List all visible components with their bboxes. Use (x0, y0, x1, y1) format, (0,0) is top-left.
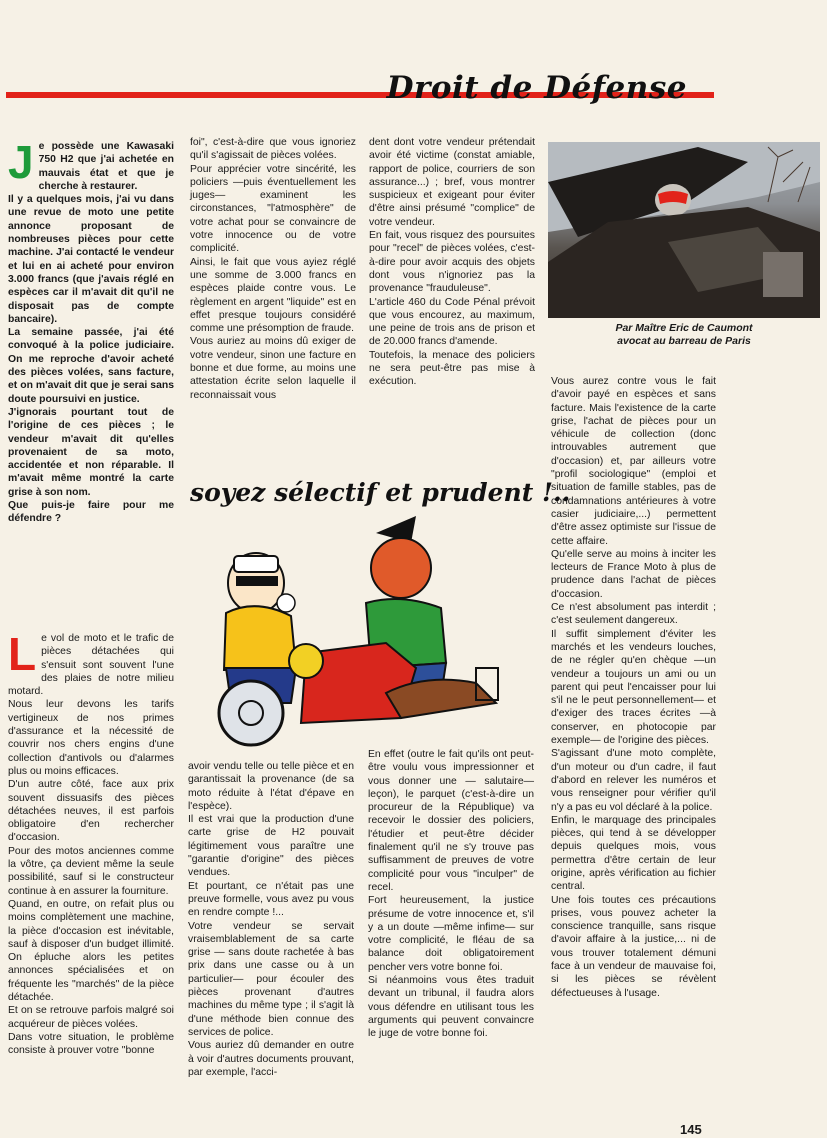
answer-paragraph: En fait, vous risquez des poursuites pour "recel" de pièces volées, c'est-à-dire pour avoir acquis des objets dont vous n'ignoriez pas la provenance "frauduleuse". (369, 230, 535, 295)
answer-paragraph: dent dont votre vendeur prétendait avoir été victime (constat amiable, rapport de police, courriers de son assurance...) ; bref, vous montrer suspicieux et exigeant pour éviter d'être ainsi présumé "complice" de votre vendeur. (369, 137, 535, 228)
answer-paragraph: Si néanmoins vous êtes traduit devant un tribunal, il faudra alors vous défendre en utilisant tous les arguments qui peuvent convaincre le juge de votre bonne foi. (368, 975, 534, 1040)
answer-paragraph: Et pourtant, ce n'était pas une preuve formelle, vous avez pu vous en rendre compte !... (188, 880, 354, 919)
answer-paragraph: Toutefois, la menace des policiers ne sera peut-être pas mise à exécution. (369, 349, 535, 388)
drop-cap-j: J (8, 136, 34, 188)
answer-paragraph: foi", c'est-à-dire que vous ignoriez qu'il s'agissait de pièces volées. (190, 137, 356, 162)
answer-paragraph: Quand, en outre, on refait plus ou moins complètement une machine, la pièce d'occasion est inévitable, sauf à disposer d'un budget illimité. On épluche alors les petites annonces spécialisées et on fréquente les "marchés" de la pièce détachée. (8, 898, 174, 1004)
answer-column-3-top (369, 136, 535, 389)
answer-paragraph: Vous aurez contre vous le fait d'avoir payé en espèces et sans facture. Mais l'existence de la carte grise, l'achat de pièces pour un véhicule de collection (donc introuvables autrement que d'occasion) et, par ailleurs votre "profil sociologique" (emploi et situation de famille stables, pas de condamnations antérieures à votre casier judiciaire,...) permettent d'être assez optimiste sur l'issue de cette affaire. (551, 376, 716, 547)
author-title: avocat au barreau de Paris (617, 335, 751, 347)
answer-paragraph: Votre vendeur se servait vraisemblablement de sa carte grise — sans doute rachetée à bas prix dans une casse ou à un particulier— pour écouler des pièces provenant d'autres machines du même type ; il s'agit là d'une méthode bien connue des services de police. (188, 920, 354, 1038)
answer-paragraph: Vous auriez dû demander en outre à voir d'autres documents prouvant, par exemple, l'acci- (188, 1040, 354, 1078)
answer-paragraph: Pour des motos anciennes comme la vôtre, ça devient même la seule possibilité, sauf si le constructeur continue à en assurer la fourniture. (8, 845, 174, 897)
section-rubric: Droit de Défense (386, 70, 687, 106)
question-paragraph: Il y a quelques mois, j'ai vu dans une revue de moto une petite annonce proposant de nombreuses pièces pour cette machine. J'ai contacté le vendeur et lui en ai acheté pour environ 3.000 francs (que j'avais réglé en espèces car il m'avait dit qu'il ne disposait pas de compte bancaire). (8, 194, 174, 325)
question-paragraph: e possède une Kawasaki 750 H2 que j'ai achetée en mauvais état et que je cherche à restaurer. (38, 141, 174, 192)
cartoon-illustration (186, 478, 546, 753)
answer-paragraph: L'article 460 du Code Pénal prévoit que vous encourez, au maximum, une peine de trois ans de prison et de 20.000 francs d'amende. (369, 296, 535, 348)
answer-paragraph: Une fois toutes ces précautions prises, vous pouvez acheter la conscience tranquille, sans risque d'avoir affaire à la justice,... ni de vous trouver totalement démuni face à un vendeur de mauvaise foi, si les pièces se révèlent défectueuses à l'usage. (551, 894, 716, 999)
question-paragraph: J'ignorais pourtant tout de l'origine de ces pièces ; le vendeur m'avait dit qu'elles provenaient de sa moto, accidentée et non réparable. Il m'avait même montré la carte grise à son nom. (8, 406, 174, 498)
answer-paragraph: Il est vrai que la production d'une carte grise de H2 pouvait légitimement vous paraître une "garantie d'origine" des pièces vendues. (188, 814, 354, 879)
answer-paragraph: Qu'elle serve au moins à inciter les lecteurs de France Moto à plus de prudence dans l'achat de pièces d'occasion. (551, 548, 716, 600)
author-name: Par Maître Eric de Caumont (615, 322, 753, 334)
motorcyclist-illustration (548, 142, 820, 318)
answer-paragraph: D'un autre côté, face aux prix souvent dissuasifs des pièces détachées neuves, il est parfois obligatoire d'en rechercher d'occasion. (8, 779, 174, 844)
question-paragraph: La semaine passée, j'ai été convoqué à la police judiciaire. On me reproche d'avoir acheté des pièces volées, sans facture, et on m'avait dit que je serai sans doute poursuivi en justice. (8, 327, 174, 405)
answer-paragraph: Vous auriez au moins dû exiger de votre vendeur, sinon une facture en bonne et due forme, au moins une attestation écrite selon laquelle il reconnaissait vous (190, 336, 356, 401)
drop-cap-l: L (8, 628, 37, 680)
author-photo (548, 142, 820, 318)
answer-paragraph: Pour apprécier votre sincérité, les policiers —puis éventuellement les juges— examinent les circonstances, "l'atmosphère" de votre achat pour se convaincre de votre innocence ou de votre complicité. (190, 163, 356, 255)
answer-column-2-bottom (188, 760, 354, 1079)
answer-column-4 (551, 375, 716, 1000)
cartoon-drawing (186, 478, 546, 753)
answer-column-1 (8, 628, 174, 1058)
answer-paragraph: Nous leur devons les tarifs vertigineux de nos primes d'assurance et la nécessité de couvrir nos chers engins d'une collection d'antivols ou d'alarmes plus ou moins efficaces. (8, 699, 174, 777)
cartoon-slogan: soyez sélectif et prudent !.. (190, 478, 571, 507)
page-number: 145 (680, 1122, 702, 1137)
question-paragraph: Que puis-je faire pour me défendre ? (8, 500, 174, 525)
answer-paragraph: Dans votre situation, le problème consiste à prouver votre "bonne (8, 1031, 174, 1057)
answer-paragraph: S'agissant d'une moto complète, d'un moteur ou d'un cadre, il faut d'abord en relever les numéros et vous renseigner pour vérifier qu'il n'y a pas eu vol déclaré à la police. (551, 748, 716, 813)
answer-paragraph: avoir vendu telle ou telle pièce et en garantissait la provenance (de sa moto réduite à l'état d'épave en l'espèce). (188, 761, 354, 812)
answer-column-2-top (190, 136, 356, 402)
answer-paragraph: Enfin, le marquage des principales pièces, qui tend à se développer depuis quelques mois, vous permettra d'être certain de leur origine, après vérification au fichier central. (551, 814, 716, 893)
answer-paragraph: Il suffit simplement d'éviter les marchés et les vendeurs louches, de ne régler qu'en chèque —un vendeur a toujours un ami ou un parent qui peut l'encaisser pour lui s'il ne le peut personnellement— et d'exiger des traces écrites —à conserver, en photocopie par exemple— de l'origine des pièces. (551, 628, 716, 747)
answer-paragraph: Fort heureusement, la justice présume de votre innocence et, s'il y a un doute —même infime— sur votre complicité, le fléau de sa balance doit obligatoirement pencher vers votre bonne foi. (368, 895, 534, 973)
author-caption (548, 322, 820, 348)
answer-paragraph: Ainsi, le fait que vous ayiez réglé une somme de 3.000 francs en espèces plaide contre vous. Le règlement en argent "liquide" est en effet presque toujours considéré comme une présomption de fraude. (190, 256, 356, 335)
answer-paragraph: Et on se retrouve parfois malgré soi acquéreur de pièces volées. (8, 1005, 174, 1030)
answer-paragraph: e vol de moto et le trafic de pièces détachées qui s'ensuit sont souvent l'une des plaies de notre milieu motard. (8, 633, 174, 698)
answer-paragraph: En effet (outre le fait qu'ils ont peut-être voulu vous impressionner et vous donner une — salutaire— leçon), le parquet (c'est-à-dire un procureur de la République) va recevoir le dossier des policiers, l'étudier et peut-être décider finalement qu'il ne s'y trouve pas suffisamment de preuves de votre complicité pour vous "inculper" de recel. (368, 749, 534, 893)
answer-column-3-bottom (368, 748, 534, 1041)
reader-question (8, 136, 174, 526)
answer-paragraph: Ce n'est absolument pas interdit ; c'est seulement dangereux. (551, 602, 716, 627)
